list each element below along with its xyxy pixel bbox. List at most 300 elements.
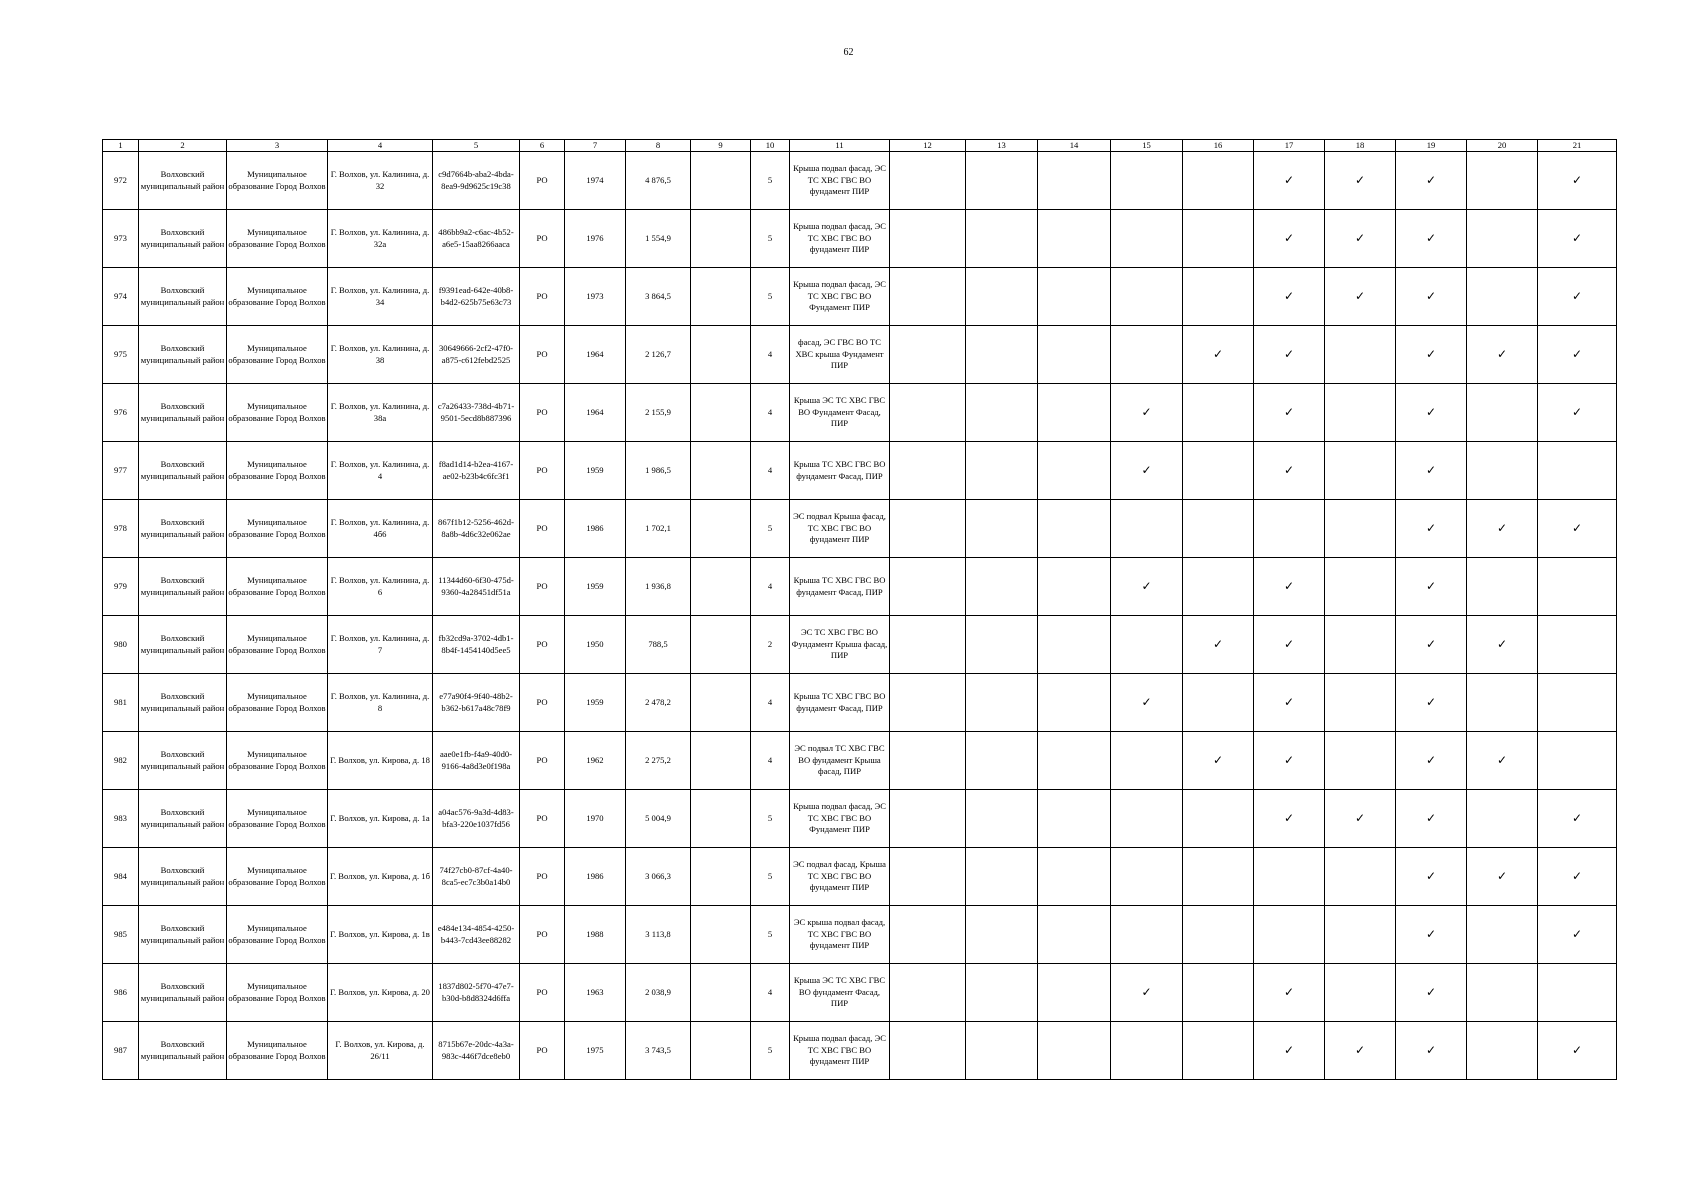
area-cell: 2 155,9 xyxy=(626,384,691,442)
empty-cell xyxy=(691,964,751,1022)
check-mark-cell: ✓ xyxy=(1538,500,1617,558)
empty-check-cell xyxy=(966,442,1038,500)
floors-cell: 4 xyxy=(751,964,790,1022)
empty-check-cell xyxy=(966,848,1038,906)
area-cell: 788,5 xyxy=(626,616,691,674)
check-mark-cell: ✓ xyxy=(1254,384,1325,442)
check-mark-cell: ✓ xyxy=(1538,1022,1617,1080)
empty-check-cell xyxy=(1325,964,1396,1022)
column-number-cell: 3 xyxy=(227,140,328,152)
table-row xyxy=(103,1022,1617,1080)
table-body xyxy=(103,140,1617,1080)
row-number-cell: 981 xyxy=(103,674,139,732)
floors-cell: 4 xyxy=(751,674,790,732)
area-cell: 5 004,9 xyxy=(626,790,691,848)
check-mark-cell: ✓ xyxy=(1396,1022,1467,1080)
empty-check-cell xyxy=(1467,1022,1538,1080)
municipality-cell: Муниципальное образование Город Волхов xyxy=(227,268,328,326)
works-cell: Крыша подвал фасад, ЭС ТС ХВС ГВС ВО Фундамент ПИР xyxy=(790,268,890,326)
row-number-cell: 978 xyxy=(103,500,139,558)
column-number-cell: 20 xyxy=(1467,140,1538,152)
district-cell: Волховский муниципальный район xyxy=(139,674,227,732)
empty-check-cell xyxy=(966,152,1038,210)
check-mark-cell: ✓ xyxy=(1254,790,1325,848)
empty-check-cell xyxy=(1538,616,1617,674)
empty-check-cell xyxy=(1111,210,1183,268)
guid-cell: fb32cd9a-3702-4db1-8b4f-1454140d5ee5 xyxy=(433,616,520,674)
floors-cell: 5 xyxy=(751,848,790,906)
empty-check-cell xyxy=(1038,732,1111,790)
owner-cell: РО xyxy=(520,558,565,616)
column-number-cell: 17 xyxy=(1254,140,1325,152)
column-number-cell: 2 xyxy=(139,140,227,152)
check-mark-cell: ✓ xyxy=(1111,384,1183,442)
area-cell: 2 038,9 xyxy=(626,964,691,1022)
owner-cell: РО xyxy=(520,210,565,268)
empty-check-cell xyxy=(966,558,1038,616)
table-row xyxy=(103,558,1617,616)
check-mark-cell: ✓ xyxy=(1467,616,1538,674)
row-number-cell: 972 xyxy=(103,152,139,210)
check-mark-cell: ✓ xyxy=(1254,616,1325,674)
empty-cell xyxy=(691,906,751,964)
empty-check-cell xyxy=(1325,442,1396,500)
guid-cell: 1837d802-5f70-47e7-b30d-b8d8324d6ffa xyxy=(433,964,520,1022)
year-cell: 1959 xyxy=(565,442,626,500)
table-row xyxy=(103,326,1617,384)
row-number-cell: 979 xyxy=(103,558,139,616)
row-number-cell: 987 xyxy=(103,1022,139,1080)
check-mark-cell: ✓ xyxy=(1538,848,1617,906)
empty-check-cell xyxy=(966,964,1038,1022)
empty-check-cell xyxy=(966,268,1038,326)
owner-cell: РО xyxy=(520,732,565,790)
row-number-cell: 973 xyxy=(103,210,139,268)
empty-check-cell xyxy=(1325,674,1396,732)
table-row xyxy=(103,790,1617,848)
empty-check-cell xyxy=(1183,674,1254,732)
address-cell: Г. Волхов, ул. Калинина, д. 8 xyxy=(328,674,433,732)
check-mark-cell: ✓ xyxy=(1396,790,1467,848)
empty-check-cell xyxy=(1254,906,1325,964)
check-mark-cell: ✓ xyxy=(1538,384,1617,442)
address-cell: Г. Волхов, ул. Кирова, д. 20 xyxy=(328,964,433,1022)
owner-cell: РО xyxy=(520,790,565,848)
empty-cell xyxy=(691,674,751,732)
owner-cell: РО xyxy=(520,674,565,732)
check-mark-cell: ✓ xyxy=(1396,326,1467,384)
column-number-cell: 7 xyxy=(565,140,626,152)
column-number-cell: 14 xyxy=(1038,140,1111,152)
check-mark-cell: ✓ xyxy=(1254,558,1325,616)
empty-check-cell xyxy=(1325,384,1396,442)
column-number-cell: 10 xyxy=(751,140,790,152)
empty-check-cell xyxy=(1325,616,1396,674)
empty-check-cell xyxy=(1038,384,1111,442)
area-cell: 3 864,5 xyxy=(626,268,691,326)
empty-check-cell xyxy=(966,616,1038,674)
check-mark-cell: ✓ xyxy=(1183,326,1254,384)
empty-check-cell xyxy=(1038,906,1111,964)
empty-check-cell xyxy=(1038,210,1111,268)
address-cell: Г. Волхов, ул. Калинина, д. 38а xyxy=(328,384,433,442)
check-mark-cell: ✓ xyxy=(1183,616,1254,674)
municipality-cell: Муниципальное образование Город Волхов xyxy=(227,152,328,210)
empty-check-cell xyxy=(890,210,966,268)
empty-check-cell xyxy=(1254,848,1325,906)
address-cell: Г. Волхов, ул. Калинина, д. 4 xyxy=(328,442,433,500)
empty-check-cell xyxy=(1038,674,1111,732)
empty-check-cell xyxy=(1467,906,1538,964)
column-number-cell: 4 xyxy=(328,140,433,152)
empty-check-cell xyxy=(1038,964,1111,1022)
empty-check-cell xyxy=(1538,442,1617,500)
empty-check-cell xyxy=(1183,384,1254,442)
district-cell: Волховский муниципальный район xyxy=(139,906,227,964)
empty-check-cell xyxy=(1183,210,1254,268)
check-mark-cell: ✓ xyxy=(1538,152,1617,210)
empty-check-cell xyxy=(966,500,1038,558)
empty-check-cell xyxy=(1325,326,1396,384)
year-cell: 1986 xyxy=(565,500,626,558)
column-number-cell: 6 xyxy=(520,140,565,152)
empty-check-cell xyxy=(1538,558,1617,616)
guid-cell: aae0e1fb-f4a9-40d0-9166-4a8d3e0f198a xyxy=(433,732,520,790)
table-row xyxy=(103,210,1617,268)
works-cell: Крыша подвал фасад, ЭС ТС ХВС ГВС ВО Фундамент ПИР xyxy=(790,790,890,848)
empty-check-cell xyxy=(1325,848,1396,906)
guid-cell: f8ad1d14-b2ea-4167-ae02-b23b4c6fc3f1 xyxy=(433,442,520,500)
column-number-cell: 18 xyxy=(1325,140,1396,152)
owner-cell: РО xyxy=(520,1022,565,1080)
row-number-cell: 976 xyxy=(103,384,139,442)
district-cell: Волховский муниципальный район xyxy=(139,210,227,268)
municipality-cell: Муниципальное образование Город Волхов xyxy=(227,790,328,848)
empty-check-cell xyxy=(966,732,1038,790)
column-number-cell: 21 xyxy=(1538,140,1617,152)
empty-check-cell xyxy=(1325,732,1396,790)
empty-check-cell xyxy=(966,384,1038,442)
empty-check-cell xyxy=(966,1022,1038,1080)
municipality-cell: Муниципальное образование Город Волхов xyxy=(227,384,328,442)
column-number-cell: 19 xyxy=(1396,140,1467,152)
empty-check-cell xyxy=(1111,152,1183,210)
column-number-cell: 16 xyxy=(1183,140,1254,152)
empty-check-cell xyxy=(1111,616,1183,674)
area-cell: 2 126,7 xyxy=(626,326,691,384)
works-cell: Крыша ТС ХВС ГВС ВО фундамент Фасад, ПИР xyxy=(790,674,890,732)
table-row xyxy=(103,964,1617,1022)
empty-check-cell xyxy=(1183,790,1254,848)
empty-check-cell xyxy=(1111,906,1183,964)
empty-check-cell xyxy=(1467,268,1538,326)
column-number-cell: 12 xyxy=(890,140,966,152)
year-cell: 1950 xyxy=(565,616,626,674)
column-number-cell: 1 xyxy=(103,140,139,152)
empty-check-cell xyxy=(1038,616,1111,674)
owner-cell: РО xyxy=(520,906,565,964)
empty-check-cell xyxy=(890,500,966,558)
empty-check-cell xyxy=(1254,500,1325,558)
area-cell: 1 702,1 xyxy=(626,500,691,558)
empty-check-cell xyxy=(890,384,966,442)
check-mark-cell: ✓ xyxy=(1325,152,1396,210)
empty-cell xyxy=(691,848,751,906)
floors-cell: 2 xyxy=(751,616,790,674)
works-cell: ЭС ТС ХВС ГВС ВО Фундамент Крыша фасад, ПИР xyxy=(790,616,890,674)
column-number-cell: 15 xyxy=(1111,140,1183,152)
owner-cell: РО xyxy=(520,152,565,210)
works-cell: фасад, ЭС ГВС ВО ТС ХВС крыша Фундамент ПИР xyxy=(790,326,890,384)
municipality-cell: Муниципальное образование Город Волхов xyxy=(227,558,328,616)
municipality-cell: Муниципальное образование Город Волхов xyxy=(227,210,328,268)
empty-check-cell xyxy=(1183,152,1254,210)
empty-check-cell xyxy=(1183,964,1254,1022)
empty-check-cell xyxy=(890,674,966,732)
empty-cell xyxy=(691,442,751,500)
floors-cell: 4 xyxy=(751,326,790,384)
check-mark-cell: ✓ xyxy=(1183,732,1254,790)
empty-check-cell xyxy=(966,906,1038,964)
empty-check-cell xyxy=(1183,558,1254,616)
empty-cell xyxy=(691,732,751,790)
row-number-cell: 985 xyxy=(103,906,139,964)
empty-check-cell xyxy=(1467,674,1538,732)
municipality-cell: Муниципальное образование Город Волхов xyxy=(227,732,328,790)
floors-cell: 4 xyxy=(751,442,790,500)
guid-cell: f9391ead-642e-40b8-b4d2-625b75e63c73 xyxy=(433,268,520,326)
empty-check-cell xyxy=(1111,732,1183,790)
floors-cell: 5 xyxy=(751,210,790,268)
check-mark-cell: ✓ xyxy=(1396,210,1467,268)
floors-cell: 4 xyxy=(751,384,790,442)
year-cell: 1964 xyxy=(565,326,626,384)
empty-check-cell xyxy=(1538,732,1617,790)
address-cell: Г. Волхов, ул. Кирова, д. 18 xyxy=(328,732,433,790)
table-row xyxy=(103,152,1617,210)
district-cell: Волховский муниципальный район xyxy=(139,442,227,500)
empty-check-cell xyxy=(890,964,966,1022)
check-mark-cell: ✓ xyxy=(1396,500,1467,558)
empty-check-cell xyxy=(1467,558,1538,616)
owner-cell: РО xyxy=(520,384,565,442)
empty-check-cell xyxy=(1325,558,1396,616)
empty-check-cell xyxy=(1038,268,1111,326)
table-row xyxy=(103,674,1617,732)
check-mark-cell: ✓ xyxy=(1467,732,1538,790)
empty-check-cell xyxy=(1325,906,1396,964)
guid-cell: 486bb9a2-c6ac-4b52-a6e5-15aa8266aaca xyxy=(433,210,520,268)
area-cell: 1 554,9 xyxy=(626,210,691,268)
empty-check-cell xyxy=(890,616,966,674)
check-mark-cell: ✓ xyxy=(1111,558,1183,616)
empty-check-cell xyxy=(1111,268,1183,326)
guid-cell: 30649666-2cf2-47f0-a875-c612febd2525 xyxy=(433,326,520,384)
area-cell: 1 986,5 xyxy=(626,442,691,500)
district-cell: Волховский муниципальный район xyxy=(139,268,227,326)
empty-check-cell xyxy=(890,152,966,210)
empty-check-cell xyxy=(1111,848,1183,906)
check-mark-cell: ✓ xyxy=(1396,558,1467,616)
municipality-cell: Муниципальное образование Город Волхов xyxy=(227,500,328,558)
year-cell: 1976 xyxy=(565,210,626,268)
empty-check-cell xyxy=(890,732,966,790)
address-cell: Г. Волхов, ул. Калинина, д. 32 xyxy=(328,152,433,210)
district-cell: Волховский муниципальный район xyxy=(139,326,227,384)
owner-cell: РО xyxy=(520,268,565,326)
empty-check-cell xyxy=(1183,848,1254,906)
row-number-cell: 986 xyxy=(103,964,139,1022)
address-cell: Г. Волхов, ул. Кирова, д. 1а xyxy=(328,790,433,848)
check-mark-cell: ✓ xyxy=(1325,268,1396,326)
area-cell: 4 876,5 xyxy=(626,152,691,210)
year-cell: 1962 xyxy=(565,732,626,790)
address-cell: Г. Волхов, ул. Кирова, д. 26/11 xyxy=(328,1022,433,1080)
empty-check-cell xyxy=(1467,964,1538,1022)
works-cell: Крыша подвал фасад, ЭС ТС ХВС ГВС ВО фундамент ПИР xyxy=(790,1022,890,1080)
works-cell: Крыша подвал фасад, ЭС ТС ХВС ГВС ВО фундамент ПИР xyxy=(790,210,890,268)
check-mark-cell: ✓ xyxy=(1467,500,1538,558)
address-cell: Г. Волхов, ул. Калинина, д. 32а xyxy=(328,210,433,268)
guid-cell: a04ac576-9a3d-4d83-bfa3-220e1037fd56 xyxy=(433,790,520,848)
floors-cell: 5 xyxy=(751,268,790,326)
empty-check-cell xyxy=(890,790,966,848)
check-mark-cell: ✓ xyxy=(1396,906,1467,964)
area-cell: 2 478,2 xyxy=(626,674,691,732)
floors-cell: 5 xyxy=(751,1022,790,1080)
empty-check-cell xyxy=(1038,790,1111,848)
empty-check-cell xyxy=(1183,1022,1254,1080)
empty-check-cell xyxy=(1038,558,1111,616)
row-number-cell: 977 xyxy=(103,442,139,500)
empty-cell xyxy=(691,500,751,558)
page-number: 62 xyxy=(843,47,854,58)
empty-check-cell xyxy=(966,326,1038,384)
check-mark-cell: ✓ xyxy=(1111,964,1183,1022)
check-mark-cell: ✓ xyxy=(1111,674,1183,732)
check-mark-cell: ✓ xyxy=(1254,442,1325,500)
owner-cell: РО xyxy=(520,848,565,906)
empty-check-cell xyxy=(1183,906,1254,964)
check-mark-cell: ✓ xyxy=(1325,210,1396,268)
row-number-cell: 983 xyxy=(103,790,139,848)
municipality-cell: Муниципальное образование Город Волхов xyxy=(227,1022,328,1080)
check-mark-cell: ✓ xyxy=(1254,732,1325,790)
check-mark-cell: ✓ xyxy=(1254,326,1325,384)
works-cell: Крыша подвал фасад, ЭС ТС ХВС ГВС ВО фундамент ПИР xyxy=(790,152,890,210)
table-row xyxy=(103,906,1617,964)
table-row xyxy=(103,732,1617,790)
owner-cell: РО xyxy=(520,616,565,674)
empty-check-cell xyxy=(1183,442,1254,500)
column-number-cell: 11 xyxy=(790,140,890,152)
district-cell: Волховский муниципальный район xyxy=(139,558,227,616)
municipality-cell: Муниципальное образование Город Волхов xyxy=(227,674,328,732)
empty-check-cell xyxy=(1467,384,1538,442)
address-cell: Г. Волхов, ул. Калинина, д. 38 xyxy=(328,326,433,384)
year-cell: 1974 xyxy=(565,152,626,210)
address-cell: Г. Волхов, ул. Калинина, д. 7 xyxy=(328,616,433,674)
year-cell: 1975 xyxy=(565,1022,626,1080)
empty-check-cell xyxy=(1111,1022,1183,1080)
floors-cell: 5 xyxy=(751,500,790,558)
check-mark-cell: ✓ xyxy=(1396,674,1467,732)
area-cell: 3 066,3 xyxy=(626,848,691,906)
empty-check-cell xyxy=(1467,152,1538,210)
check-mark-cell: ✓ xyxy=(1325,790,1396,848)
works-cell: ЭС подвал ТС ХВС ГВС ВО фундамент Крыша фасад, ПИР xyxy=(790,732,890,790)
municipality-cell: Муниципальное образование Город Волхов xyxy=(227,964,328,1022)
district-cell: Волховский муниципальный район xyxy=(139,616,227,674)
empty-check-cell xyxy=(966,674,1038,732)
empty-check-cell xyxy=(1111,326,1183,384)
empty-check-cell xyxy=(1467,790,1538,848)
empty-cell xyxy=(691,268,751,326)
check-mark-cell: ✓ xyxy=(1396,616,1467,674)
guid-cell: 867f1b12-5256-462d-8a8b-4d6c32e062ae xyxy=(433,500,520,558)
check-mark-cell: ✓ xyxy=(1254,152,1325,210)
empty-check-cell xyxy=(966,790,1038,848)
floors-cell: 4 xyxy=(751,558,790,616)
address-cell: Г. Волхов, ул. Калинина, д. 4б6 xyxy=(328,500,433,558)
municipality-cell: Муниципальное образование Город Волхов xyxy=(227,326,328,384)
empty-check-cell xyxy=(1467,442,1538,500)
guid-cell: c9d7664b-aba2-4bda-8ea9-9d9625c19c38 xyxy=(433,152,520,210)
empty-check-cell xyxy=(890,326,966,384)
check-mark-cell: ✓ xyxy=(1396,268,1467,326)
district-cell: Волховский муниципальный район xyxy=(139,848,227,906)
empty-cell xyxy=(691,210,751,268)
row-number-cell: 982 xyxy=(103,732,139,790)
address-cell: Г. Волхов, ул. Калинина, д. 6 xyxy=(328,558,433,616)
row-number-cell: 975 xyxy=(103,326,139,384)
column-number-cell: 9 xyxy=(691,140,751,152)
check-mark-cell: ✓ xyxy=(1325,1022,1396,1080)
table-row xyxy=(103,384,1617,442)
empty-check-cell xyxy=(890,848,966,906)
owner-cell: РО xyxy=(520,964,565,1022)
empty-check-cell xyxy=(966,210,1038,268)
row-number-cell: 974 xyxy=(103,268,139,326)
empty-check-cell xyxy=(1038,152,1111,210)
district-cell: Волховский муниципальный район xyxy=(139,732,227,790)
guid-cell: e484e134-4854-4250-b443-7cd43ee88282 xyxy=(433,906,520,964)
empty-check-cell xyxy=(1325,500,1396,558)
district-cell: Волховский муниципальный район xyxy=(139,964,227,1022)
check-mark-cell: ✓ xyxy=(1396,964,1467,1022)
municipality-cell: Муниципальное образование Город Волхов xyxy=(227,848,328,906)
empty-check-cell xyxy=(1038,326,1111,384)
table-row xyxy=(103,848,1617,906)
year-cell: 1959 xyxy=(565,674,626,732)
check-mark-cell: ✓ xyxy=(1254,674,1325,732)
year-cell: 1970 xyxy=(565,790,626,848)
empty-check-cell xyxy=(890,558,966,616)
municipality-cell: Муниципальное образование Город Волхов xyxy=(227,442,328,500)
check-mark-cell: ✓ xyxy=(1538,268,1617,326)
empty-cell xyxy=(691,616,751,674)
address-cell: Г. Волхов, ул. Калинина, д. 34 xyxy=(328,268,433,326)
check-mark-cell: ✓ xyxy=(1538,210,1617,268)
year-cell: 1963 xyxy=(565,964,626,1022)
district-cell: Волховский муниципальный район xyxy=(139,500,227,558)
works-cell: Крыша ТС ХВС ГВС ВО фундамент Фасад, ПИР xyxy=(790,442,890,500)
empty-cell xyxy=(691,558,751,616)
area-cell: 3 743,5 xyxy=(626,1022,691,1080)
floors-cell: 5 xyxy=(751,906,790,964)
check-mark-cell: ✓ xyxy=(1396,384,1467,442)
area-cell: 2 275,2 xyxy=(626,732,691,790)
